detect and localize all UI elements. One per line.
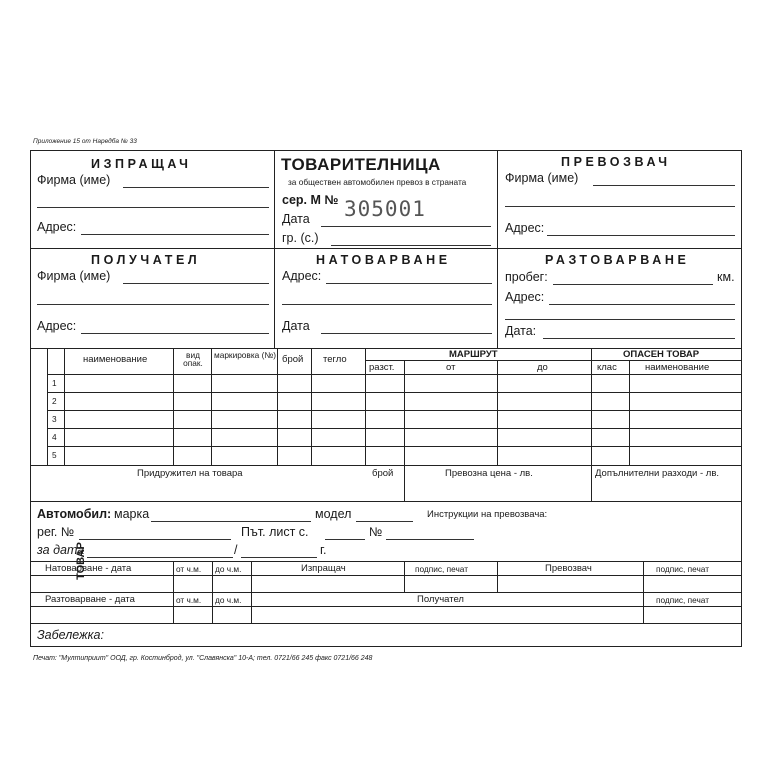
grid-line [173,348,174,465]
goods-side-label: ТОВАР [75,542,87,580]
unloading-date-label: Дата: [505,324,537,338]
series-label: сер. М № [282,193,339,207]
unloading-address-field[interactable] [549,304,735,305]
grid-line [47,374,741,375]
carrier-instructions-label: Инструкции на превозвача: [427,509,548,520]
grid-line [31,592,741,593]
carrier-address-label: Адрес: [505,221,545,235]
serial-number: 305001 [344,197,426,221]
year-label: г. [320,543,327,557]
grid-line [591,348,592,501]
grid-line [173,561,174,623]
carrier-firm-label: Фирма (име) [505,171,579,185]
loading-address-label: Адрес: [282,269,322,283]
unloading-date-row-label: Разтоварване - дата [45,594,135,605]
unloading-address-field-2[interactable] [505,319,735,320]
grid-line [47,410,741,411]
for-date-label: за дата [37,543,85,557]
grid-line [31,623,741,624]
grid-line [64,348,65,465]
grid-line [47,348,48,465]
grid-line [47,446,741,447]
receiver-header: ПОЛУЧАТЕЛ [91,253,201,267]
col-from: от [446,362,456,373]
regulation-reference: Приложение 15 от Наредба № 33 [33,138,137,145]
loading-address-field-2[interactable] [282,304,492,305]
unloading-header: РАЗТОВАРВАНЕ [545,253,690,267]
sender-address-label: Адрес: [37,220,77,234]
row-number: 5 [52,450,57,460]
col-name: наименование [83,354,148,365]
col-distance: разст. [369,362,395,373]
escort-label: Придружител на товара [137,468,243,479]
col-to: до [537,362,548,373]
unloading-to-hour: до ч.м. [215,595,242,605]
grid-line [31,501,741,502]
grid-line [31,606,741,607]
grid-line [404,561,405,592]
waybill-no-field[interactable] [386,539,474,540]
receiver-firm-field-2[interactable] [37,304,269,305]
row-number: 3 [52,414,57,424]
for-date-field-2[interactable] [241,557,317,558]
divider [31,248,741,249]
receiver-sign-label: Получател [417,594,464,605]
carrier-signature-label: подпис, печат [656,564,710,574]
mileage-unit: км. [717,270,735,284]
carrier-sign-label: Превозвач [545,563,592,574]
grid-line [365,348,366,465]
grid-line [497,360,498,465]
mileage-label: пробег: [505,270,548,284]
grid-line [497,561,498,592]
carrier-firm-field[interactable] [593,185,735,186]
receiver-firm-label: Фирма (име) [37,269,111,283]
grid-line [212,561,213,623]
col-pack: вид опак. [183,350,203,369]
loading-address-field[interactable] [326,283,492,284]
reg-field[interactable] [79,539,231,540]
grid-line [47,428,741,429]
doc-date-field[interactable] [321,226,491,227]
printer-info: Печат: "Мултиприит" ООД, гр. Костинброд, ул. "Славянска" 10-А; тел. 0721/66 245 факс 0721/66 248 [33,655,373,662]
document-title: ТОВАРИТЕЛНИЦА [281,155,441,174]
carrier-address-field[interactable] [547,235,735,236]
extra-costs: Допълнителни разходи - лв. [595,468,720,479]
receiver-signature-label: подпис, печат [656,595,710,605]
danger-header: ОПАСЕН ТОВАР [623,349,700,360]
doc-city-field[interactable] [331,245,491,246]
doc-city-label: гр. (с.) [282,231,319,245]
sender-firm-field[interactable] [123,187,269,188]
mileage-field[interactable] [553,284,713,285]
row-number: 1 [52,378,57,388]
grid-line [31,561,741,562]
vehicle-model-label: модел [315,507,352,521]
sender-address-field[interactable] [81,234,269,235]
grid-line [211,348,212,465]
grid-line [31,575,741,576]
receiver-address-label: Адрес: [37,319,77,333]
vehicle-brand-label: марка [114,507,150,521]
loading-date-row-label: Натоварване - дата [45,563,132,574]
divider [497,151,498,348]
document-subtitle: за обществен автомобилен превоз в страната [288,177,467,187]
col-danger-name: наименование [645,362,710,373]
sender-header: ИЗПРАЩАЧ [91,157,192,171]
unloading-date-field[interactable] [543,338,735,339]
for-date-field[interactable] [87,557,233,558]
waybill-label: Път. лист с. [241,525,309,539]
sender-firm-field-2[interactable] [37,207,269,208]
loading-to-hour: до ч.м. [215,564,242,574]
col-weight: тегло [323,354,347,365]
unloading-from-hour: от ч.м. [176,595,202,605]
waybill-form: ИЗПРАЩАЧ Фирма (име) Адрес: ТОВАРИТЕЛНИЦА за обществен автомобилен превоз в страната сер. М № 305001 Дата гр. (с.) ПРЕВОЗВАЧ Фирма (име) Адрес: ПОЛУЧАТЕЛ Фирма (име) Адрес: НАТОВАРВАНЕ Адрес: Дата РАЗТОВАРВАНЕ пробег: км. Адрес: Дата: ТОВАР наименование вид опак. маркировка (№) брой тегло МАРШРУТ разст. от до ОПАСЕН ТОВАР клас наименование 1 2 3 4 5 Придружител на товара брой Превозна цена - лв. Допълнителни разходи - лв. Автомобил: марка модел Инструкции на превозвача: рег. № Път. лист с. № за дата / г. Натоварване - дата от ч.м. до ч.м. Изпращач подпис, печат Превозвач подпис, печат Разтоварване - дата от ч.м. до ч.м. Получател подпис, печат Забележка: [30,150,742,647]
carrier-firm-field-2[interactable] [505,206,735,207]
doc-date-label: Дата [282,212,310,226]
grid-line [311,348,312,465]
row-number: 2 [52,396,57,406]
loading-date-field[interactable] [321,333,492,334]
vehicle-label: Автомобил: [37,507,112,521]
receiver-address-field[interactable] [81,333,269,334]
grid-line [251,561,252,623]
grid-line [31,465,741,466]
carrier-header: ПРЕВОЗВАЧ [561,155,671,169]
vehicle-model-field[interactable] [356,521,413,522]
escort-count: брой [372,468,394,479]
loading-header: НАТОВАРВАНЕ [316,253,451,267]
loading-from-hour: от ч.м. [176,564,202,574]
transport-price: Превозна цена - лв. [445,468,533,479]
reg-label: рег. № [37,525,75,539]
vehicle-brand-field[interactable] [151,521,311,522]
loading-date-label: Дата [282,319,310,333]
waybill-field[interactable] [325,539,365,540]
receiver-firm-field[interactable] [123,283,269,284]
row-number: 4 [52,432,57,442]
col-mark: маркировка (№) [214,350,276,360]
col-count: брой [282,354,304,365]
grid-line [47,392,741,393]
waybill-no-label: № [369,525,383,539]
grid-line [365,360,741,361]
route-header: МАРШРУТ [449,349,498,360]
divider [274,151,275,348]
col-class: клас [597,362,617,373]
grid-line [404,360,405,501]
grid-line [277,348,278,465]
grid-line [643,561,644,623]
sender-signature-label: подпис, печат [415,564,469,574]
notes-label: Забележка: [37,628,104,642]
sender-sign-label: Изпращач [301,563,346,574]
grid-line [629,360,630,465]
unloading-address-label: Адрес: [505,290,545,304]
sender-firm-label: Фирма (име) [37,173,111,187]
